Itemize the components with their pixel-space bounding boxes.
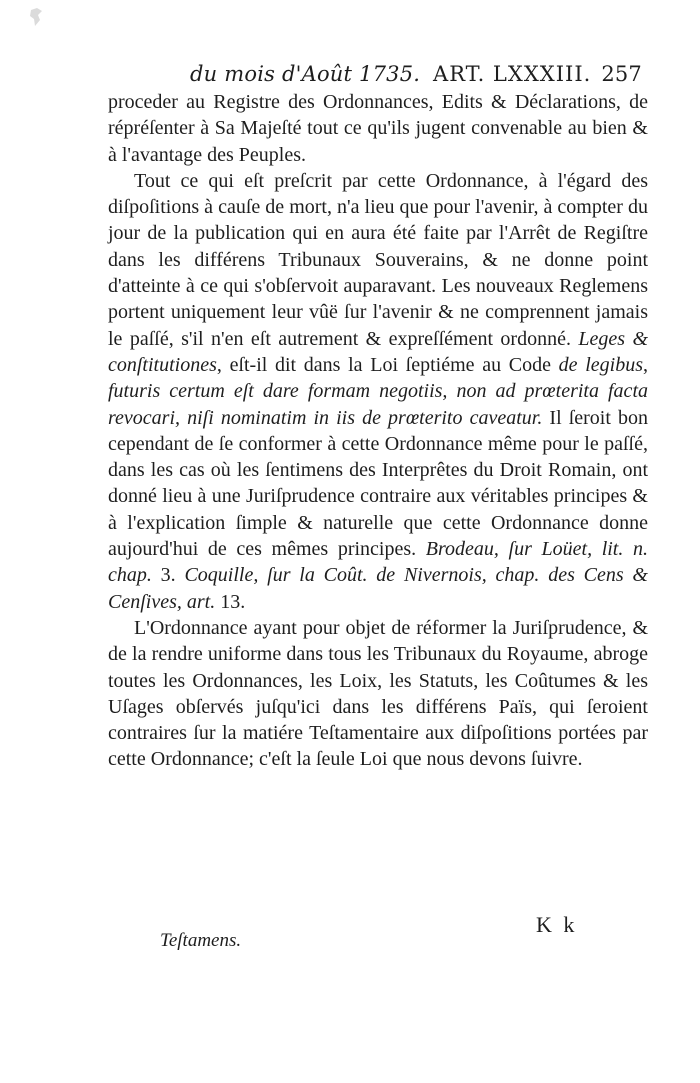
text-run: , bbox=[643, 353, 648, 376]
ink-speck-icon bbox=[28, 6, 46, 28]
paragraph bbox=[108, 168, 648, 615]
italic-run: de legibus bbox=[558, 353, 643, 376]
body-text bbox=[108, 89, 648, 773]
text-run: 3. bbox=[151, 564, 185, 587]
text-run: , eſt-il dit dans la Loi ſeptiéme au Code bbox=[216, 353, 559, 376]
page-number: 257 bbox=[601, 62, 642, 86]
header-date: du mois d'Août 1735. bbox=[190, 62, 421, 86]
running-header bbox=[190, 60, 650, 88]
text-run: L'Ordonnance ayant pour objet de réformer la Juriſprudence, & de la rendre uniforme dans tous les Tribunaux du Royaume, abroge toutes les Ordonnances, les Loix, les Statuts, les Coûtumes & les Uſages obſervés juſqu'ici dans les différens Païs, qui ſeroient contraires ſur la matiére Teſtamentaire aux diſpoſitions portées par cette Ordonnance; c'eſt la ſeule Loi que nous devons ſuivre. bbox=[108, 616, 648, 771]
italic-run: Coquille, ſur la Coût. de Nivernois, chap. des Cens & Cenſives, art. bbox=[108, 564, 648, 613]
italic-run: Leges & conſtitutiones bbox=[108, 327, 648, 376]
italic-run: futuris certum eſt dare formam negotiis, non ad prœterita facta revocari, niſi nominatim in iis de prœterito caveatur. bbox=[108, 380, 648, 429]
text-run: proceder au Registre des Ordonnances, Edits & Déclarations, de répréſenter à Sa Majeſté tout ce qu'ils jugent convenable au bien & à l'avantage des Peuples. bbox=[108, 91, 648, 166]
text-run: Il ſeroit bon cependant de ſe conformer à cette Ordonnance même pour le paſſé, dans les cas où les ſentimens des Interprêtes du Droit Romain, ont donné lieu à une Juriſprudence contraire aux véritables principes & à l'explication ſimple & naturelle que cette Ordonnance donne aujourd'hui de ces mêmes principes. bbox=[108, 406, 648, 561]
catchword: Teſtamens. bbox=[160, 930, 242, 951]
text-run: 13. bbox=[215, 590, 246, 613]
signature-mark: K k bbox=[536, 912, 578, 937]
text-run: Tout ce qui eſt preſcrit par cette Ordonnance, à l'égard des diſpoſitions à cauſe de mort, n'a lieu que pour l'avenir, à compter du jour de la publication qui en aura été faite par l'Arrêt de Regiſtre dans les différens Tribunaux Souverains, & ne donne point d'atteinte à ce qui s'obſervoit auparavant. Les nouveaux Reglemens portent uniquement leur vûë ſur l'avenir & ne comprennent jamais le paſſé, s'il n'en eſt autrement & expreſſément ordonné. bbox=[108, 169, 648, 350]
paragraph bbox=[108, 615, 648, 773]
header-article: ART. LXXXIII. bbox=[433, 62, 592, 86]
italic-run: Brodeau, ſur Loüet, lit. n. chap. bbox=[108, 538, 648, 587]
paragraph bbox=[108, 89, 648, 168]
